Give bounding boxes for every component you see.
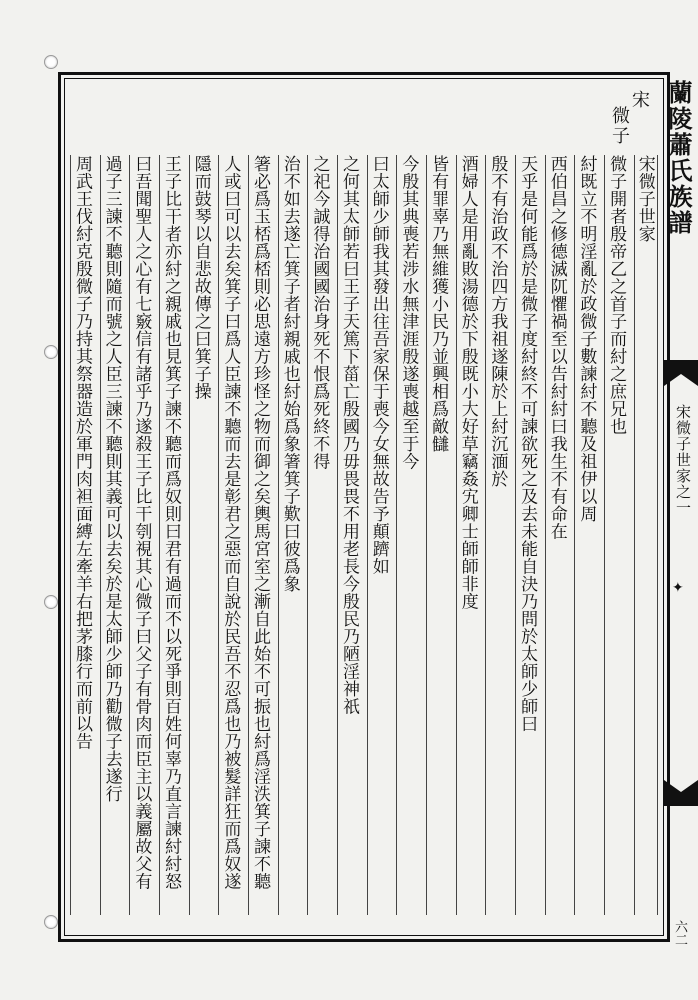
fish-tail-mark-icon [664, 360, 698, 386]
page-number: 六二 [672, 920, 687, 946]
binding-hole [44, 595, 58, 609]
fish-tail-mark-icon [664, 780, 698, 806]
text-column: 箸必爲玉桮爲桮則必思遠方珍怪之物而御之矣輿馬宮室之漸自此始不可振也紂爲淫泆箕子諫不聽 [248, 155, 272, 915]
binding-hole [44, 55, 58, 69]
text-column: 今殷其典喪若涉水無津涯殷遂喪越至于今 [396, 155, 420, 915]
text-column: 人或曰可以去矣箕子曰爲人臣諫不聽而去是彰君之惡而自說於民吾不忍爲也乃被髮詳狂而爲奴遂 [218, 155, 242, 915]
text-column: 宋微子世家 [634, 155, 658, 915]
page-margin-column [664, 60, 698, 960]
text-column: 王子比干者亦紂之親戚也見箕子諫不聽而爲奴則曰君有過而不以死爭則百姓何辜乃直言諫紂紂怒 [159, 155, 183, 915]
chapter-heading-line: 宋 [629, 90, 650, 110]
text-column: 隱而鼓琴以自悲故傳之曰箕子操 [189, 155, 213, 915]
text-column: 之祀今誠得治國國治身死不恨爲死終不得 [307, 155, 331, 915]
text-column: 紂既立不明淫亂於政微子數諫紂不聽及祖伊以周 [574, 155, 598, 915]
text-column: 皆有罪辜乃無維獲小民乃並興相爲敵讎 [426, 155, 450, 915]
text-column: 西伯昌之修德滅阢懼禍至以告紂紂曰我生不有命在 [545, 155, 569, 915]
text-column: 過子三諫不聽則隨而號之人臣三諫不聽則其義可以去矣於是太師少師乃勸微子去遂行 [100, 155, 124, 915]
text-column: 微子開者殷帝乙之首子而紂之庶兄也 [604, 155, 628, 915]
book-title: 蘭陵蕭氏族譜 [664, 80, 693, 236]
binding-hole [44, 345, 58, 359]
text-columns [70, 155, 658, 915]
section-label: 宋微子世家之一 [674, 404, 692, 516]
text-column: 曰吾聞聖人之心有七竅信有諸乎乃遂殺王子比干刳視其心微子曰父子有骨肉而臣主以義屬故父有 [129, 155, 153, 915]
chapter-heading [600, 90, 656, 150]
text-column: 治不如去遂亡箕子者紂親戚也紂始爲象箸箕子歎曰彼爲象 [278, 155, 302, 915]
text-column: 曰太師少師我其發出往吾家保于喪今女無故告予顛躋如 [367, 155, 391, 915]
text-column: 之何其太師若曰王子天篤下菑亡殷國乃毋畏畏不用老長今殷民乃陋淫神祇 [337, 155, 361, 915]
text-column: 周武王伐紂克殷微子乃持其祭器造於軍門肉袒面縛左牽羊右把茅膝行而前以告 [70, 155, 94, 915]
text-column: 天乎是何能爲於是微子度紂終不可諫欲死之及去未能自決乃問於太師少師曰 [515, 155, 539, 915]
text-column: 酒婦人是用亂敗湯德於下殷既小大好草竊姦宄卿士師師非度 [456, 155, 480, 915]
chapter-heading-line: 微子 [609, 106, 630, 146]
star-icon: ✦ [672, 580, 684, 596]
binding-hole [44, 915, 58, 929]
text-column: 殷不有治政不治四方我祖遂陳於上紂沉湎於 [485, 155, 509, 915]
